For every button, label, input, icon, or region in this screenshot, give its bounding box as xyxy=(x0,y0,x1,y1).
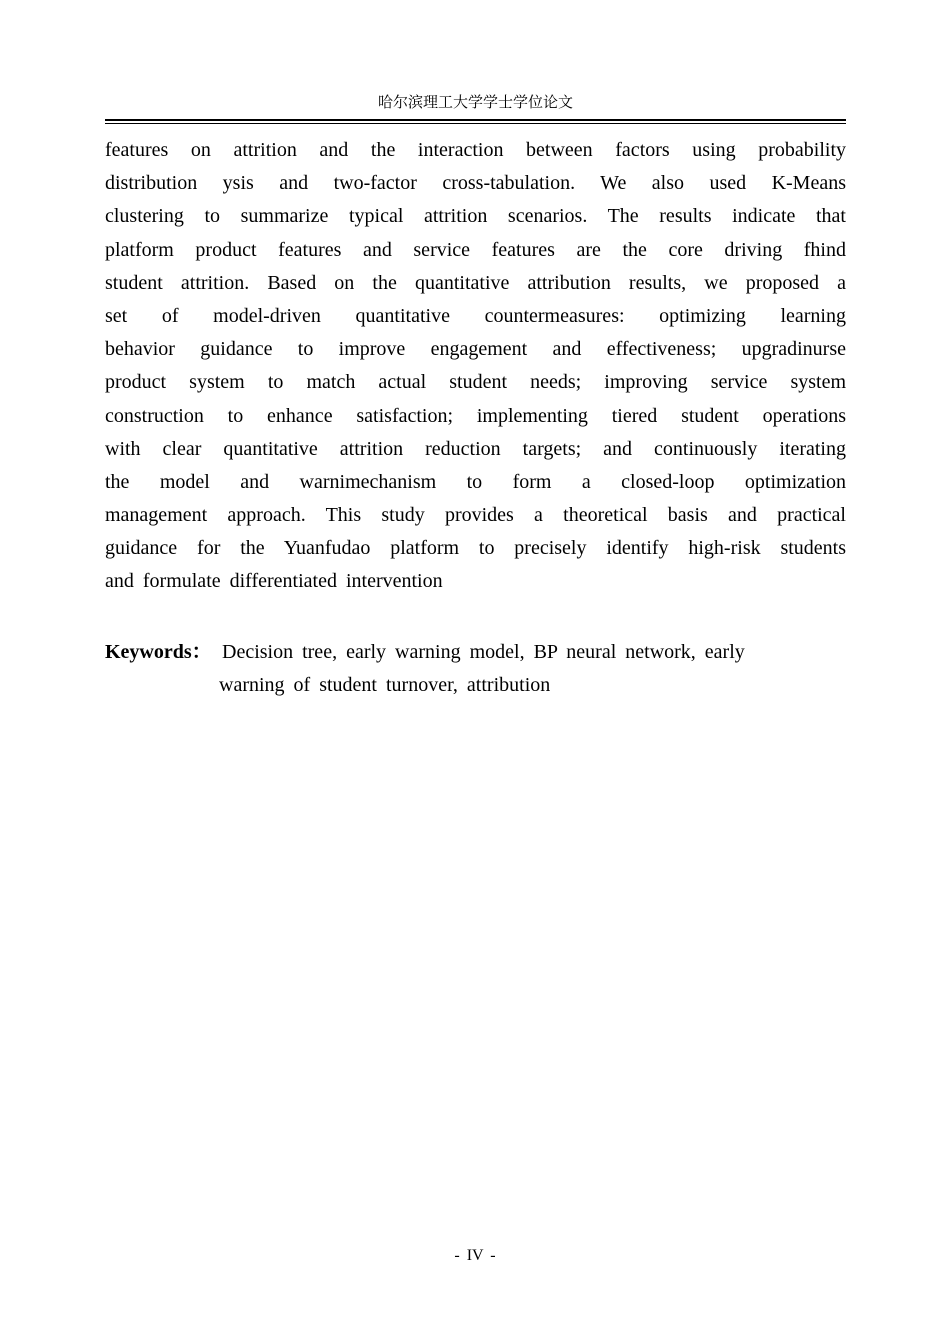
header-rule-thick xyxy=(105,119,846,121)
abstract-line: the model and warnimechanism to form a closed-loop optimization xyxy=(105,470,846,493)
abstract-line: product system to match actual student needs; improving service system xyxy=(105,371,846,394)
abstract-line: set of model-driven quantitative countermeasures: optimizing learning xyxy=(105,304,846,327)
abstract-line: behavior guidance to improve engagement and effectiveness; upgradinurse xyxy=(105,338,846,361)
page-number: - IV - xyxy=(454,1247,496,1264)
abstract-line: construction to enhance satisfaction; implementing tiered student operations xyxy=(105,404,846,427)
keywords-line-1: Decision tree, early warning model, BP neural network, early xyxy=(222,641,745,663)
abstract-line: platform product features and service features are the core driving fhind xyxy=(105,238,846,261)
abstract-line: distribution ysis and two-factor cross-tabulation. We also used K-Means xyxy=(105,172,846,195)
abstract-line: management approach. This study provides a theoretical basis and practical xyxy=(105,504,846,527)
abstract-line: student attrition. Based on the quantitative attribution results, we proposed a xyxy=(105,271,846,294)
abstract-body xyxy=(105,134,846,599)
abstract-line-last: and formulate differentiated intervention xyxy=(105,570,443,593)
running-header: 哈尔滨理工大学学士学位论文 xyxy=(377,93,573,111)
abstract-line: guidance for the Yuanfudao platform to precisely identify high-risk students xyxy=(105,537,846,560)
header-rule-thin xyxy=(105,123,846,124)
abstract-line: clustering to summarize typical attrition scenarios. The results indicate that xyxy=(105,205,846,228)
keywords-line-2: warning of student turnover, attribution xyxy=(219,674,551,696)
abstract-line: features on attrition and the interaction between factors using probability xyxy=(105,139,846,161)
abstract-line: with clear quantitative attrition reduction targets; and continuously iterating xyxy=(105,437,846,460)
keywords-label: Keywords： xyxy=(105,641,212,663)
